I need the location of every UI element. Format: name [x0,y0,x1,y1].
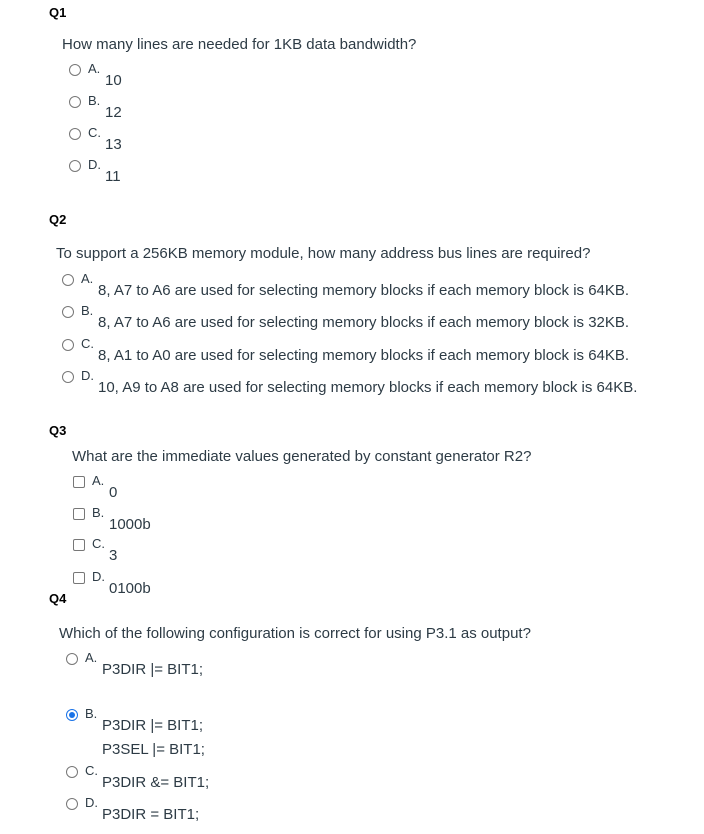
radio-button[interactable] [69,128,81,140]
checkbox[interactable] [73,508,85,520]
radio-button[interactable] [69,96,81,108]
option-text: 0 [109,484,118,501]
radio-button[interactable] [69,64,81,76]
option-text: P3DIR |= BIT1; [102,717,204,734]
checkbox[interactable] [73,572,85,584]
question-prompt-q1: How many lines are needed for 1KB data bandwidth? [62,36,417,53]
option-text: 10, A9 to A8 are used for selecting memory blocks if each memory block is 64KB. [98,379,638,396]
option-text: P3DIR |= BIT1; [102,661,204,678]
radio-button[interactable] [66,766,78,778]
question-prompt-q3: What are the immediate values generated by constant generator R2? [72,448,532,465]
option-text: P3DIR &= BIT1; [102,774,210,791]
option-letter: D. [92,569,105,584]
question-label-q2: Q2 [49,212,67,227]
radio-button[interactable] [66,653,78,665]
option-text: P3DIR = BIT1; [102,806,200,823]
option-letter: B. [88,93,101,108]
option-letter: C. [92,536,105,551]
option-text: 3 [109,547,118,564]
option-letter: C. [81,336,94,351]
question-label-q1: Q1 [49,5,67,20]
option-text-line2: P3SEL |= BIT1; [102,741,205,758]
radio-button[interactable] [62,274,74,286]
question-prompt-q4: Which of the following configuration is correct for using P3.1 as output? [59,625,531,642]
option-text: 0100b [109,580,151,597]
option-letter: A. [81,271,94,286]
radio-button[interactable] [62,306,74,318]
option-text: 8, A7 to A6 are used for selecting memory blocks if each memory block is 32KB. [98,314,630,331]
option-letter: D. [88,157,101,172]
checkbox[interactable] [73,539,85,551]
option-letter: A. [85,650,98,665]
radio-button[interactable] [69,160,81,172]
option-letter: C. [85,763,98,778]
question-label-q4: Q4 [49,591,67,606]
option-letter: C. [88,125,101,140]
radio-button[interactable] [66,798,78,810]
radio-button[interactable] [62,371,74,383]
option-letter: A. [92,473,105,488]
radio-button[interactable] [62,339,74,351]
radio-button-selected[interactable] [66,709,78,721]
option-letter: B. [92,505,105,520]
checkbox[interactable] [73,476,85,488]
option-letter: D. [81,368,94,383]
option-text: 12 [105,104,122,121]
option-letter: D. [85,795,98,810]
option-text: 13 [105,136,122,153]
option-letter: B. [81,303,94,318]
option-letter: B. [85,706,98,721]
option-text: 11 [105,168,121,185]
question-prompt-q2: To support a 256KB memory module, how many address bus lines are required? [56,245,591,262]
option-text: 1000b [109,516,151,533]
question-label-q3: Q3 [49,423,67,438]
option-letter: A. [88,61,101,76]
option-text: 8, A1 to A0 are used for selecting memory blocks if each memory block is 64KB. [98,347,630,364]
option-text: 10 [105,72,122,89]
option-text: 8, A7 to A6 are used for selecting memory blocks if each memory block is 64KB. [98,282,630,299]
